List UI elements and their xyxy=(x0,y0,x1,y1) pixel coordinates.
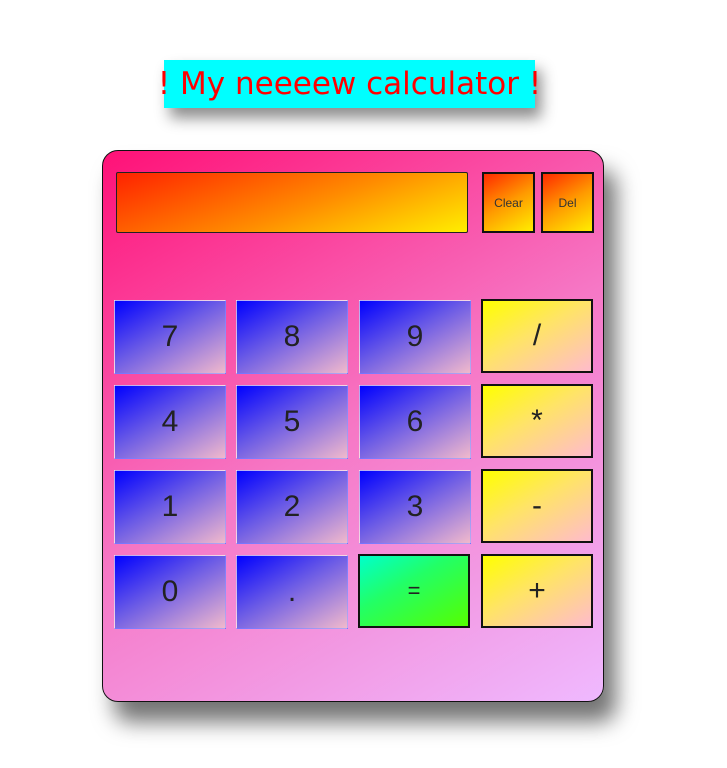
key-6[interactable]: 6 xyxy=(359,385,471,459)
key-multiply[interactable]: * xyxy=(481,384,593,458)
key-5[interactable]: 5 xyxy=(236,385,348,459)
key-3[interactable]: 3 xyxy=(359,470,471,544)
clear-button[interactable]: Clear xyxy=(482,172,535,233)
page-title: ! My neeeew calculator ! xyxy=(157,65,542,102)
key-1[interactable]: 1 xyxy=(114,470,226,544)
key-9[interactable]: 9 xyxy=(359,300,471,374)
key-7[interactable]: 7 xyxy=(114,300,226,374)
key-8[interactable]: 8 xyxy=(236,300,348,374)
delete-button[interactable]: Del xyxy=(541,172,594,233)
key-equals[interactable]: = xyxy=(358,554,470,628)
calculator-display xyxy=(116,172,468,233)
key-divide[interactable]: / xyxy=(481,299,593,373)
key-dot[interactable]: . xyxy=(236,555,348,629)
key-2[interactable]: 2 xyxy=(236,470,348,544)
calculator xyxy=(102,150,604,702)
key-4[interactable]: 4 xyxy=(114,385,226,459)
key-plus[interactable]: + xyxy=(481,554,593,628)
page-title-banner xyxy=(157,60,542,108)
key-minus[interactable]: - xyxy=(481,469,593,543)
key-0[interactable]: 0 xyxy=(114,555,226,629)
